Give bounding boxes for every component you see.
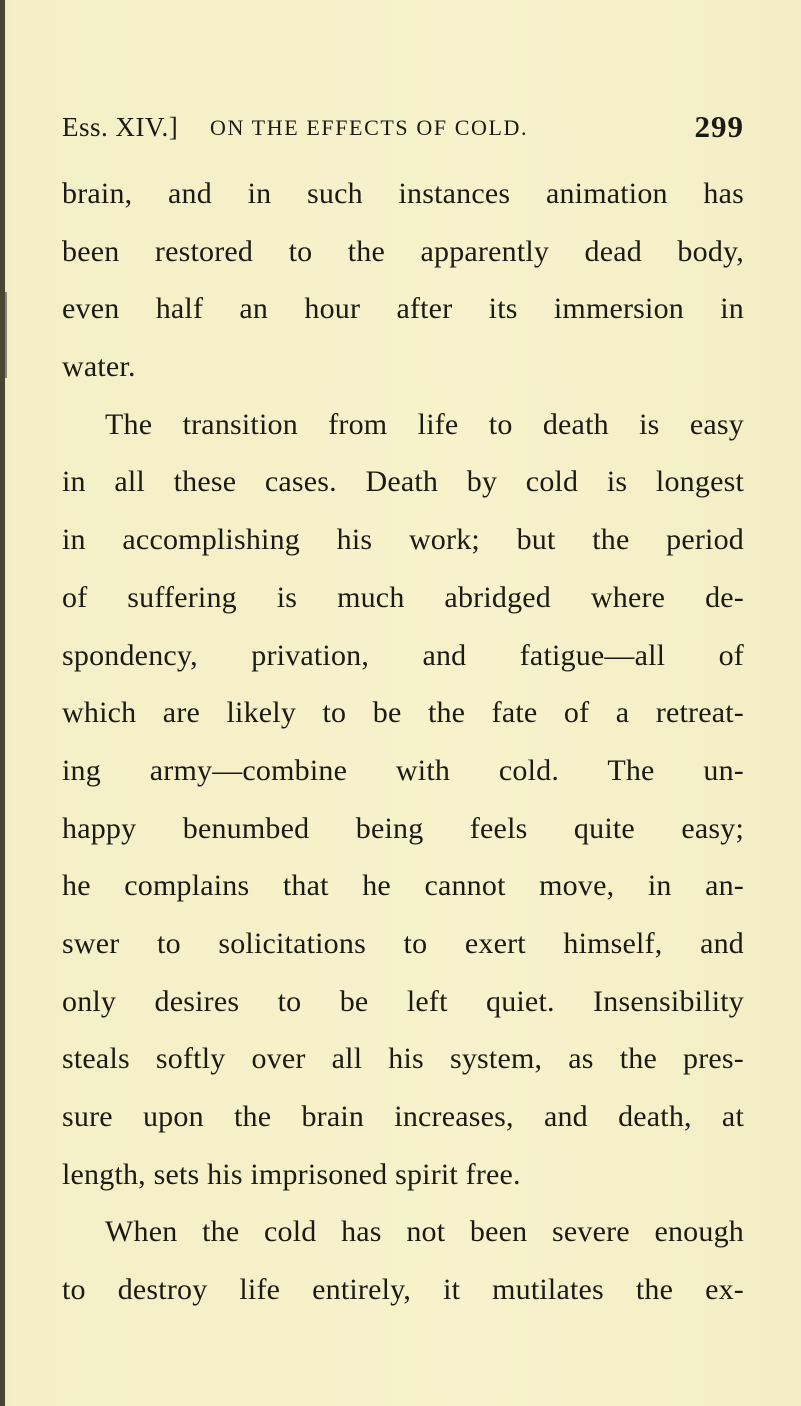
page-number: 299 bbox=[694, 109, 744, 144]
text-line: of suffering is much abridged where de- bbox=[62, 580, 744, 614]
text-line: sure upon the brain increases, and death, at bbox=[62, 1100, 744, 1133]
text-line: brain, and in such instances animation has bbox=[62, 177, 744, 210]
running-head bbox=[62, 109, 744, 152]
body-text bbox=[62, 165, 744, 1319]
margin-mark bbox=[5, 292, 7, 378]
page-binding-edge bbox=[0, 0, 5, 1406]
text-line: steals softly over all his system, as the pres- bbox=[62, 1042, 744, 1076]
text-line: happy benumbed being feels quite easy; bbox=[62, 811, 744, 845]
section-label: Ess. XIV.] bbox=[62, 112, 179, 142]
chapter-title: ON THE EFFECTS OF COLD. bbox=[210, 115, 529, 140]
text-line: in all these cases. Death by cold is longest bbox=[62, 465, 744, 499]
text-line: even half an hour after its immersion in bbox=[62, 292, 744, 326]
text-line: only desires to be left quiet. Insensibility bbox=[62, 984, 744, 1018]
text-line: to destroy life entirely, it mutilates the ex- bbox=[62, 1273, 744, 1307]
text-line: swer to solicitations to exert himself, and bbox=[62, 926, 744, 960]
text-line: been restored to the apparently dead body, bbox=[62, 234, 744, 268]
text-line: The transition from life to death is easy bbox=[105, 407, 744, 441]
text-line: spondency, privation, and fatigue—all of bbox=[62, 638, 744, 672]
text-line: water. bbox=[62, 350, 136, 384]
text-line: When the cold has not been severe enough bbox=[105, 1215, 744, 1249]
text-line: he complains that he cannot move, in an- bbox=[62, 869, 744, 903]
text-line: ing army—combine with cold. The un- bbox=[62, 753, 744, 787]
text-line: length, sets his imprisoned spirit free. bbox=[62, 1157, 521, 1191]
text-line: in accomplishing his work; but the period bbox=[62, 523, 744, 557]
text-line: which are likely to be the fate of a retreat- bbox=[62, 696, 744, 730]
